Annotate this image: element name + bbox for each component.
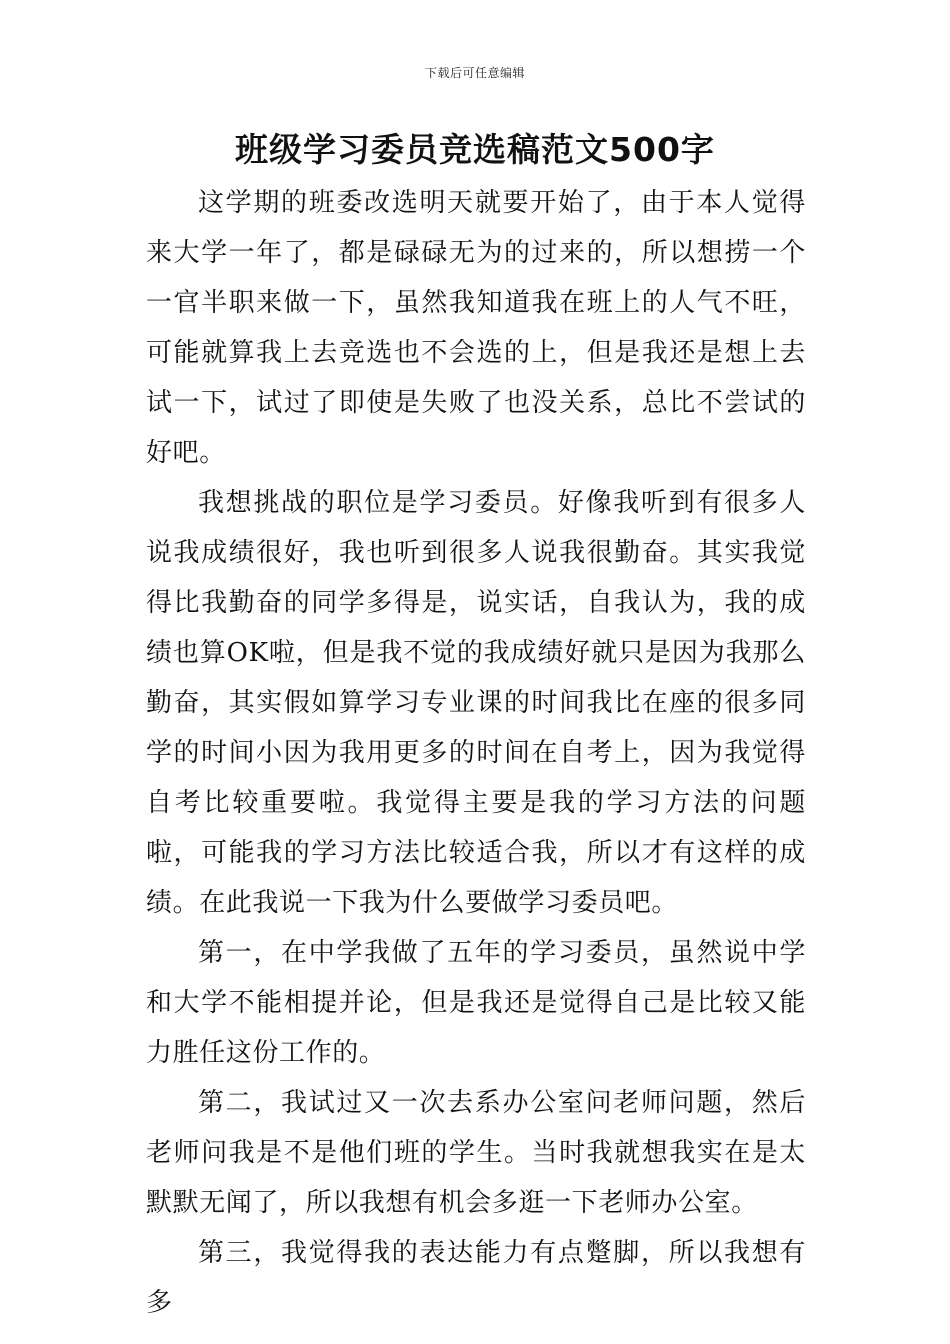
header-note: 下载后可任意编辑 (424, 66, 525, 80)
paragraph-5: 第三，我觉得我的表达能力有点蹩脚，所以我想有多 (146, 1238, 806, 1318)
paragraph-4: 第二，我试过又一次去系办公室问老师问题，然后老师问我是不是他们班的学生。当时我就想我实在是太默默无闻了，所以我想有机会多逛一下老师办公室。 (146, 1088, 806, 1218)
paragraph-2: 我想挑战的职位是学习委员。好像我听到有很多人说我成绩很好，我也听到很多人说我很勤奋。其实我觉得比我勤奋的同学多得是，说实话，自我认为，我的成绩也算OK啦，但是我不觉的我成绩好就只是因为我那么勤奋，其实假如算学习专业课的时间我比在座的很多同学的时间小因为我用更多的时间在自考上，因为我觉得自考比较重要啦。我觉得主要是我的学习方法的问题啦，可能我的学习方法比较适合我，所以才有这样的成绩。在此我说一下我为什么要做学习委员吧。 (146, 488, 806, 918)
paragraph-1: 这学期的班委改选明天就要开始了，由于本人觉得来大学一年了，都是碌碌无为的过来的，所以想捞一个一官半职来做一下，虽然我知道我在班上的人气不旺，可能就算我上去竞选也不会选的上，但是我还是想上去试一下，试过了即使是失败了也没关系，总比不尝试的好吧。 (146, 188, 806, 468)
paragraph-3: 第一，在中学我做了五年的学习委员，虽然说中学和大学不能相提并论，但是我还是觉得自己是比较又能力胜任这份工作的。 (146, 938, 806, 1068)
document-title: 班级学习委员竞选稿范文500字 (235, 130, 715, 169)
document-body (146, 178, 806, 1328)
